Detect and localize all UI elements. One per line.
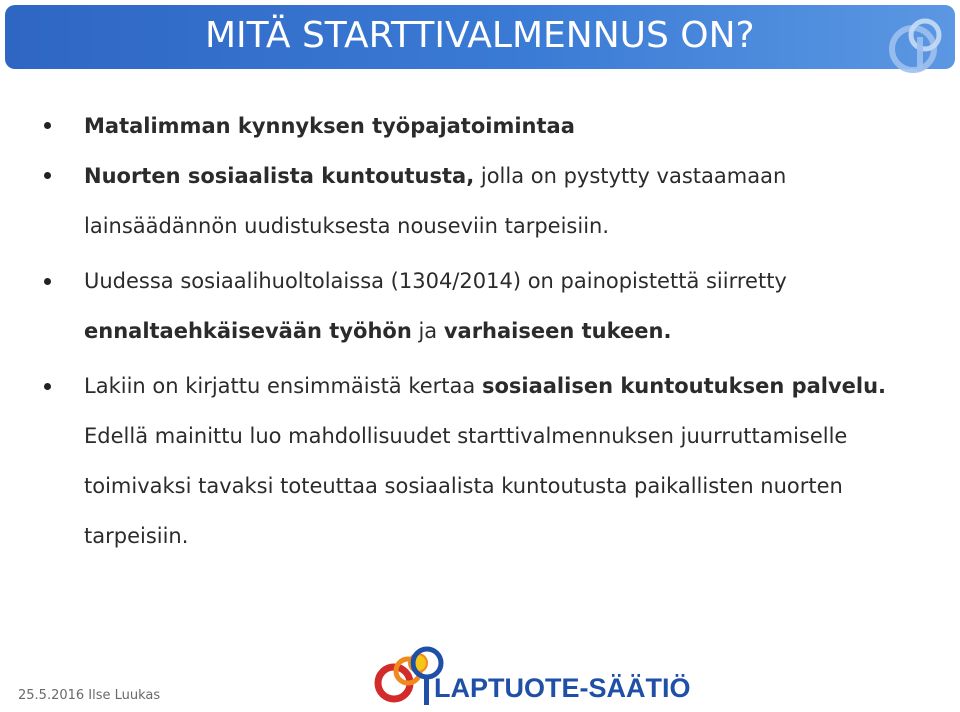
bullet-text-line — [84, 163, 786, 189]
logo-emblem-icon — [378, 649, 441, 705]
bullet-text-line — [84, 423, 847, 449]
logo-text: LAPTUOTE-SÄÄTIÖ — [434, 673, 691, 703]
bullet-icon — [44, 383, 51, 390]
text-segment: varhaiseen tukeen. — [443, 319, 672, 343]
text-segment: Nuorten sosiaalista kuntoutusta, — [84, 164, 475, 188]
text-segment: Lakiin on kirjattu ensimmäistä kertaa — [84, 374, 482, 398]
bullet-text-line — [84, 373, 886, 399]
bullet-text-line — [84, 268, 787, 294]
bullet-text-line — [84, 523, 188, 549]
text-segment: ennaltaehkäisevään työhön — [84, 319, 412, 343]
foundation-logo-icon — [887, 15, 949, 75]
bullet-text-line — [84, 473, 843, 499]
slide-title: MITÄ STARTTIVALMENNUS ON? — [205, 15, 755, 56]
footer-date-author: 25.5.2016 Ilse Luukas — [18, 688, 161, 703]
bullet-text-line — [84, 113, 575, 139]
bullet-icon — [44, 172, 51, 179]
text-segment: Matalimman kynnyksen työpajatoimintaa — [84, 114, 575, 138]
text-segment: Edellä mainittu luo mahdollisuudet starttivalmennuksen juurruttamiselle — [84, 424, 848, 448]
text-segment: tarpeisiin. — [84, 524, 189, 548]
bullet-icon — [44, 278, 51, 285]
text-segment: ja — [411, 319, 444, 343]
text-segment: jolla on pystytty vastaamaan — [474, 164, 787, 188]
text-segment: toimivaksi tavaksi toteuttaa sosiaalista kuntoutusta paikallisten nuorten — [84, 474, 843, 498]
laptuote-logo — [372, 645, 691, 709]
bullet-icon — [44, 122, 51, 129]
text-segment: lainsäädännön uudistuksesta nouseviin tarpeisiin. — [84, 214, 610, 238]
text-segment: Uudessa sosiaalihuoltolaissa (1304/2014) on painopistettä siirretty — [84, 269, 787, 293]
text-segment: sosiaalisen kuntoutuksen palvelu. — [481, 374, 887, 398]
bullet-text-line — [84, 318, 671, 344]
bullet-text-line — [84, 213, 609, 239]
title-bar — [5, 5, 955, 69]
